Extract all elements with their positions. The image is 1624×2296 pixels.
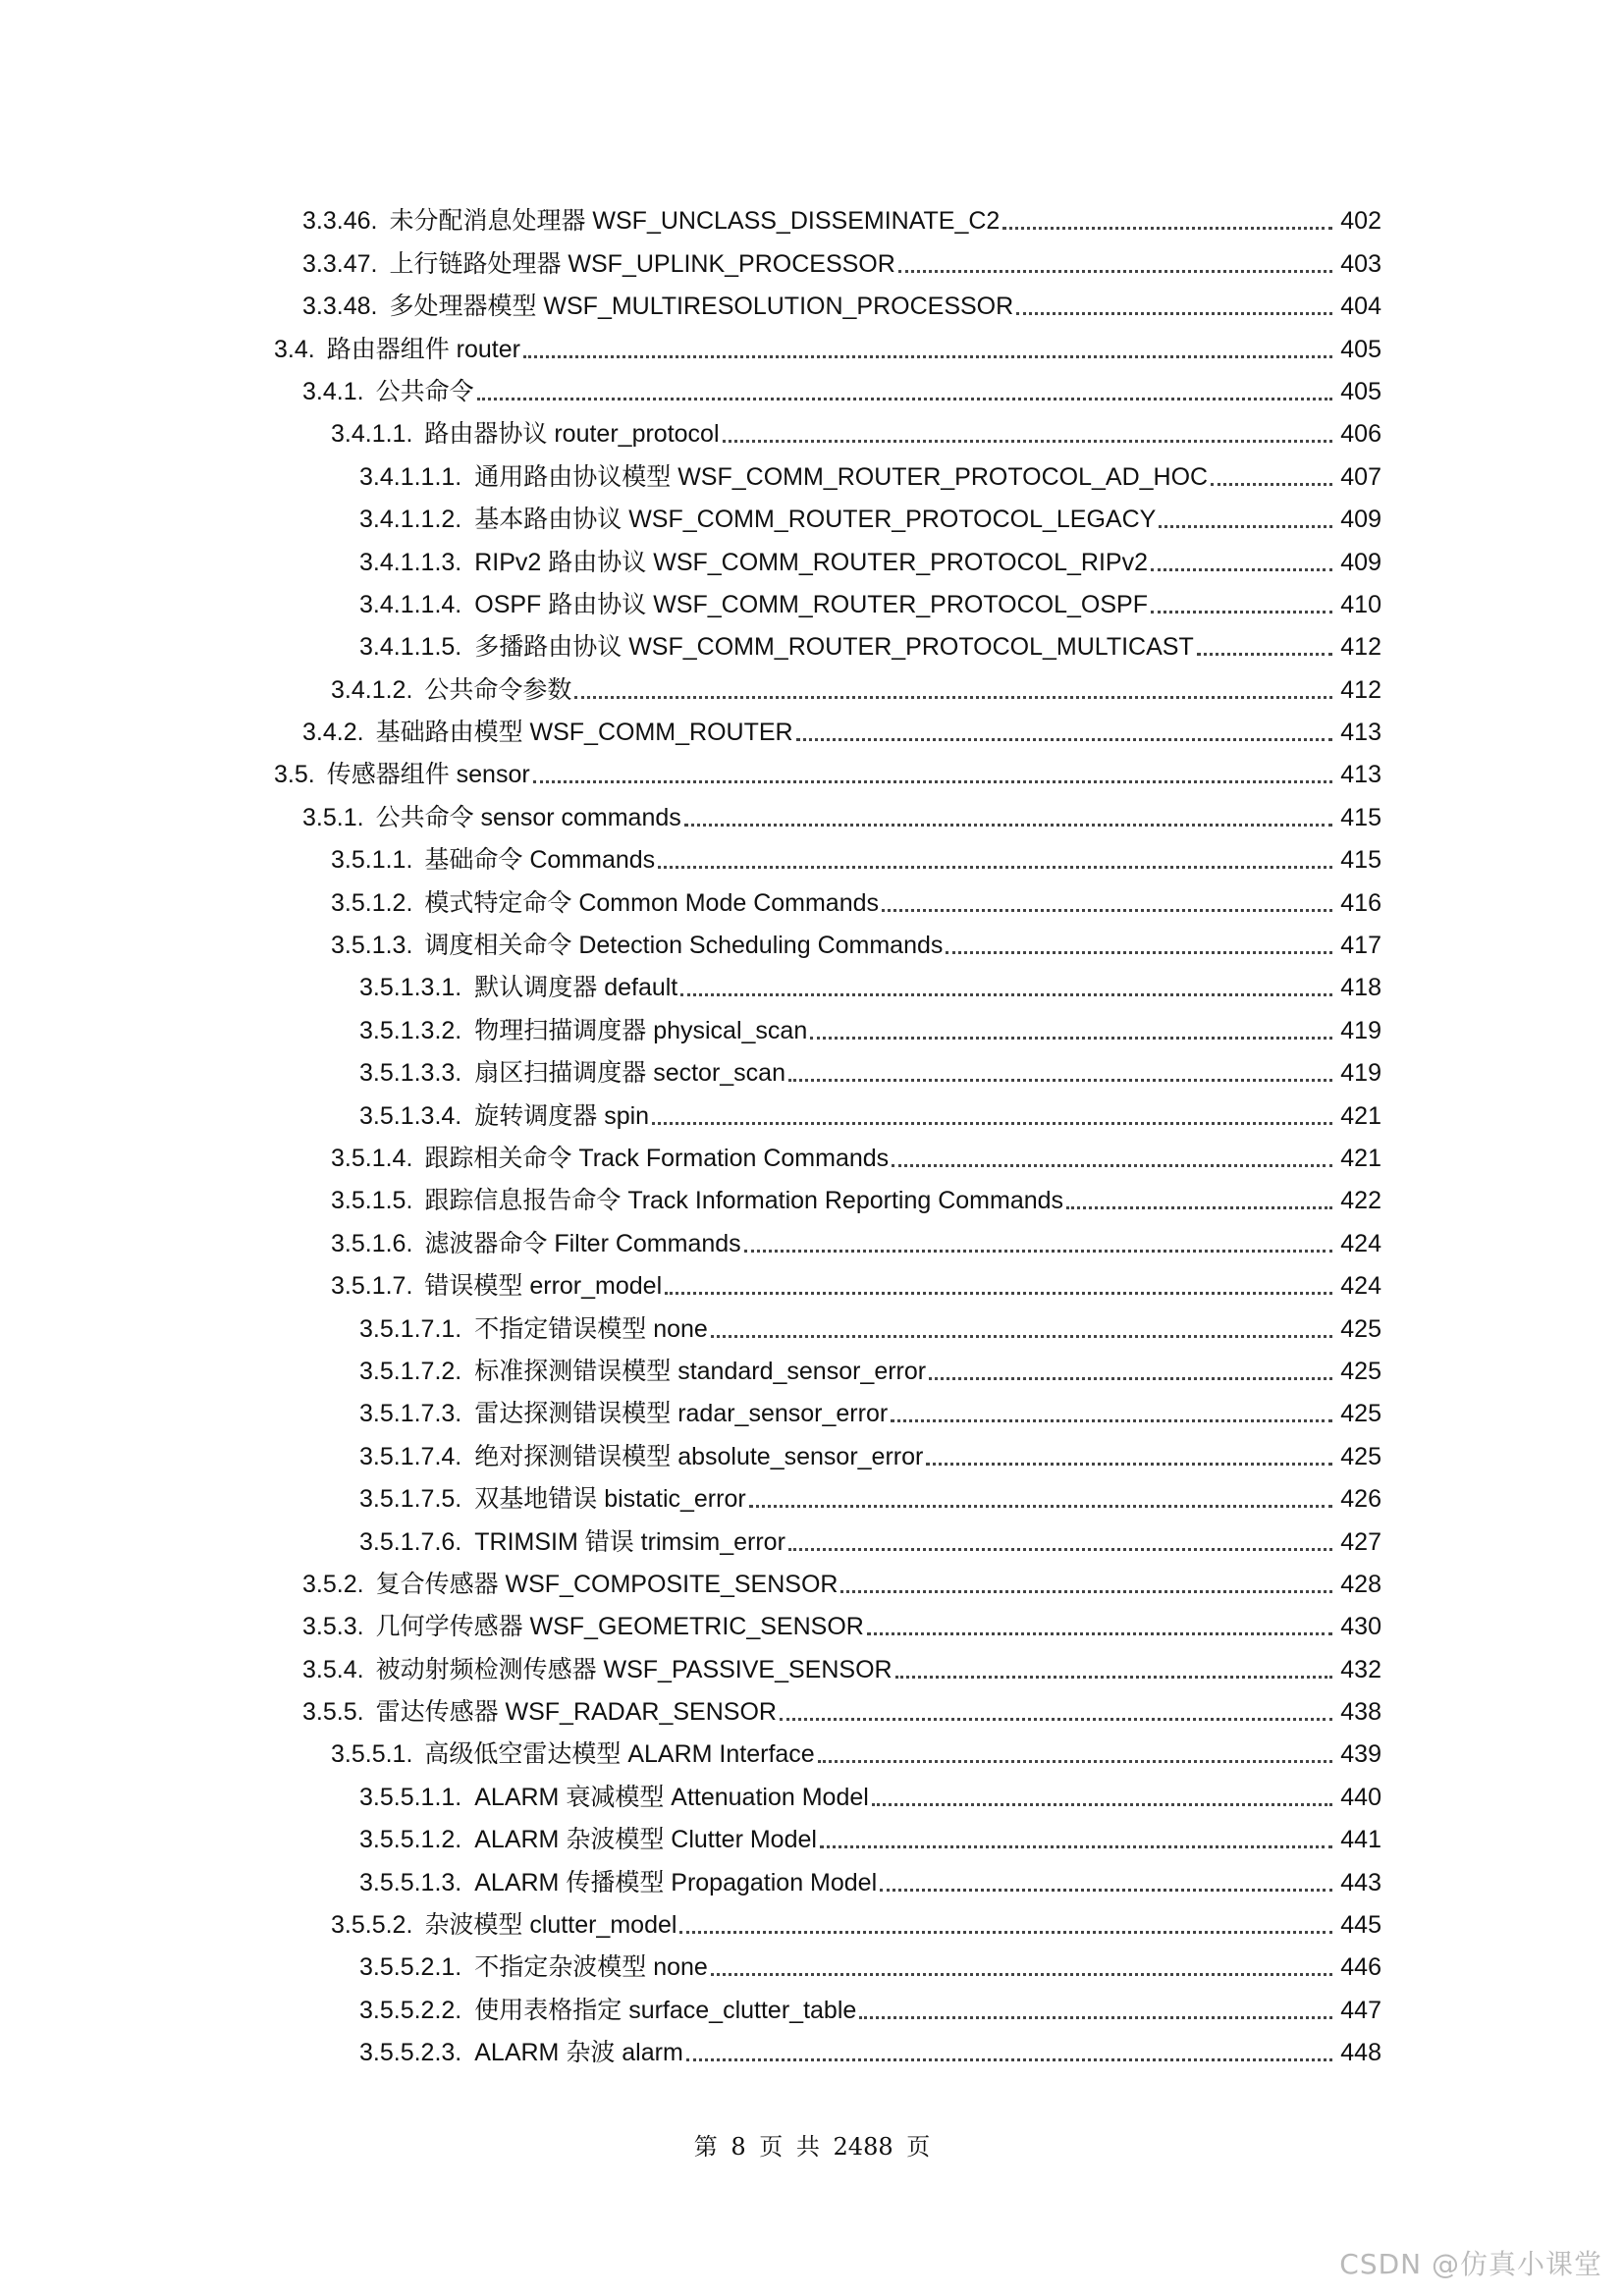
toc-entry-title: 多播路由协议 WSF_COMM_ROUTER_PROTOCOL_MULTICAST (474, 633, 1194, 662)
toc-dot-leader (1016, 312, 1332, 315)
toc-entry-number: 3.4.1.1.2. (359, 506, 462, 534)
toc-dot-leader (652, 1122, 1332, 1125)
toc-entry[interactable] (0, 1520, 1624, 1562)
toc-dot-leader (892, 1164, 1332, 1167)
toc-entry-page-number: 406 (1340, 420, 1381, 449)
toc-entry-page-number: 427 (1340, 1527, 1381, 1556)
toc-entry-number: 3.5.3. (302, 1613, 364, 1641)
toc-entry-title: ALARM 衰减模型 Attenuation Model (474, 1783, 869, 1811)
toc-entry[interactable] (0, 2031, 1624, 2073)
toc-entry[interactable] (0, 1434, 1624, 1476)
toc-entry[interactable] (0, 1477, 1624, 1520)
toc-entry-title: 物理扫描调度器 physical_scan (474, 1016, 808, 1044)
toc-entry[interactable] (0, 285, 1624, 327)
toc-entry-number: 3.5.1.7.6. (359, 1527, 462, 1556)
toc-dot-leader (665, 1292, 1332, 1295)
toc-entry-title: 滤波器命令 Filter Commands (424, 1229, 741, 1257)
toc-entry[interactable] (0, 1818, 1624, 1860)
toc-entry-number: 3.5.1.7.4. (359, 1442, 462, 1470)
toc-entry-title: 公共命令 (375, 377, 474, 405)
toc-dot-leader (867, 1632, 1332, 1635)
toc-entry-number: 3.5.5.2. (331, 1911, 413, 1940)
toc-entry-title: 双基地错误 bistatic_error (474, 1485, 746, 1514)
toc-entry-title: 高级低空雷达模型 ALARM Interface (424, 1740, 815, 1769)
toc-dot-leader (574, 696, 1332, 699)
toc-entry-number: 3.3.46. (302, 207, 378, 236)
toc-entry[interactable] (0, 454, 1624, 497)
toc-entry-title: 跟踪信息报告命令 Track Information Reporting Commands (424, 1187, 1064, 1215)
table-of-contents (0, 199, 1624, 2073)
toc-entry[interactable] (0, 924, 1624, 966)
toc-entry[interactable] (0, 1179, 1624, 1221)
toc-entry-page-number: 422 (1340, 1187, 1381, 1215)
toc-dot-leader (686, 2058, 1332, 2061)
toc-entry-number: 3.4. (274, 335, 315, 363)
toc-entry-title: 未分配消息处理器 WSF_UNCLASS_DISSEMINATE_C2 (389, 207, 1001, 236)
toc-entry-page-number: 419 (1340, 1016, 1381, 1044)
toc-entry-page-number: 407 (1340, 462, 1381, 491)
toc-entry-page-number: 416 (1340, 888, 1381, 917)
toc-entry-page-number: 424 (1340, 1229, 1381, 1257)
toc-entry-number: 3.5.1.4. (331, 1144, 413, 1172)
toc-entry[interactable] (0, 1221, 1624, 1263)
toc-entry-page-number: 412 (1340, 633, 1381, 662)
toc-entry-number: 3.5.2. (302, 1570, 364, 1598)
toc-entry-title: 基本路由协议 WSF_COMM_ROUTER_PROTOCOL_LEGACY (474, 506, 1157, 534)
toc-entry-page-number: 413 (1340, 719, 1381, 747)
toc-entry-number: 3.5.5.2.1. (359, 1953, 462, 1982)
toc-entry-title: 多处理器模型 WSF_MULTIRESOLUTION_PROCESSOR (389, 293, 1014, 321)
toc-entry[interactable] (0, 1690, 1624, 1733)
toc-entry-title: 使用表格指定 surface_clutter_table (474, 1996, 857, 2024)
toc-entry-page-number: 441 (1340, 1826, 1381, 1854)
toc-entry-page-number: 425 (1340, 1314, 1381, 1343)
toc-entry[interactable] (0, 199, 1624, 241)
toc-entry-number: 3.5.5.1.2. (359, 1826, 462, 1854)
toc-entry-title: ALARM 杂波 alarm (474, 2039, 683, 2067)
toc-dot-leader (523, 355, 1332, 358)
toc-entry-page-number: 421 (1340, 1101, 1381, 1130)
toc-entry[interactable] (0, 1051, 1624, 1094)
toc-entry-title: 绝对探测错误模型 absolute_sensor_error (474, 1442, 924, 1470)
toc-entry-page-number: 404 (1340, 293, 1381, 321)
toc-entry-page-number: 439 (1340, 1740, 1381, 1769)
toc-dot-leader (859, 2016, 1332, 2019)
toc-entry-title: 错误模型 error_model (424, 1272, 663, 1301)
toc-entry-page-number: 424 (1340, 1272, 1381, 1301)
toc-dot-leader (898, 270, 1332, 273)
toc-entry-number: 3.5.1.1. (331, 846, 413, 875)
toc-entry-number: 3.5. (274, 761, 315, 789)
toc-dot-leader (680, 993, 1332, 996)
toc-entry[interactable] (0, 498, 1624, 540)
toc-dot-leader (1211, 483, 1332, 486)
toc-entry[interactable] (0, 667, 1624, 710)
toc-dot-leader (749, 1505, 1332, 1508)
toc-entry-title: 默认调度器 default (474, 974, 678, 1002)
toc-dot-leader (679, 1931, 1332, 1934)
toc-entry-number: 3.5.4. (302, 1655, 364, 1683)
toc-entry-number: 3.5.1.3.1. (359, 974, 462, 1002)
toc-entry-title: 雷达传感器 WSF_RADAR_SENSOR (375, 1698, 777, 1727)
toc-entry-page-number: 415 (1340, 803, 1381, 831)
toc-entry-title: 通用路由协议模型 WSF_COMM_ROUTER_PROTOCOL_AD_HOC (474, 462, 1209, 491)
toc-entry[interactable] (0, 1392, 1624, 1434)
toc-entry-number: 3.3.47. (302, 249, 378, 278)
toc-entry-title: 几何学传感器 WSF_GEOMETRIC_SENSOR (375, 1613, 864, 1641)
toc-entry[interactable] (0, 795, 1624, 837)
toc-entry-page-number: 432 (1340, 1655, 1381, 1683)
toc-entry-number: 3.5.1.5. (331, 1187, 413, 1215)
toc-entry-page-number: 426 (1340, 1485, 1381, 1514)
toc-entry-title: 公共命令参数 (424, 675, 572, 704)
toc-entry-title: 扇区扫描调度器 sector_scan (474, 1059, 785, 1088)
toc-entry-title: 基础命令 Commands (424, 846, 656, 875)
toc-entry-number: 3.4.1.1.3. (359, 548, 462, 576)
toc-entry[interactable] (0, 1860, 1624, 1902)
toc-entry-title: ALARM 传播模型 Propagation Model (474, 1868, 878, 1896)
toc-entry-page-number: 446 (1340, 1953, 1381, 1982)
watermark: CSDN @仿真小课堂 (1339, 2248, 1602, 2280)
toc-dot-leader (711, 1973, 1332, 1976)
toc-entry-page-number: 418 (1340, 974, 1381, 1002)
toc-entry[interactable] (0, 1264, 1624, 1307)
toc-entry-title: 路由器协议 router_protocol (424, 420, 720, 449)
toc-entry-number: 3.5.5. (302, 1698, 364, 1727)
toc-entry-title: 被动射频检测传感器 WSF_PASSIVE_SENSOR (375, 1655, 893, 1683)
toc-entry-page-number: 419 (1340, 1059, 1381, 1088)
toc-entry-page-number: 405 (1340, 377, 1381, 405)
toc-entry-page-number: 445 (1340, 1911, 1381, 1940)
toc-entry[interactable] (0, 1988, 1624, 2030)
toc-entry-page-number: 405 (1340, 335, 1381, 363)
toc-entry-page-number: 428 (1340, 1570, 1381, 1598)
toc-entry[interactable] (0, 881, 1624, 923)
toc-entry[interactable] (0, 540, 1624, 582)
toc-entry-number: 3.5.1.3. (331, 932, 413, 960)
toc-dot-leader (533, 780, 1332, 783)
toc-entry-number: 3.4.1.1.1. (359, 462, 462, 491)
toc-entry-title: 公共命令 sensor commands (375, 803, 681, 831)
toc-entry[interactable] (0, 1094, 1624, 1136)
toc-entry-page-number: 413 (1340, 761, 1381, 789)
toc-entry-page-number: 425 (1340, 1357, 1381, 1385)
toc-entry-title: 杂波模型 clutter_model (424, 1911, 677, 1940)
toc-dot-leader (818, 1760, 1332, 1763)
toc-dot-leader (1151, 568, 1332, 571)
toc-entry-page-number: 409 (1340, 548, 1381, 576)
toc-entry-title: 上行链路处理器 WSF_UPLINK_PROCESSOR (389, 249, 895, 278)
toc-dot-leader (744, 1250, 1332, 1253)
toc-entry-page-number: 438 (1340, 1698, 1381, 1727)
toc-dot-leader (796, 738, 1332, 741)
toc-entry-number: 3.5.1.7. (331, 1272, 413, 1301)
toc-entry[interactable] (0, 1903, 1624, 1946)
toc-entry-number: 3.5.1.7.2. (359, 1357, 462, 1385)
toc-dot-leader (880, 1889, 1332, 1892)
toc-entry[interactable] (0, 1946, 1624, 1988)
toc-entry-number: 3.4.1.2. (331, 675, 413, 704)
toc-entry-title: TRIMSIM 错误 trimsim_error (474, 1527, 785, 1556)
toc-entry-title: 传感器组件 sensor (326, 761, 530, 789)
toc-dot-leader (926, 1463, 1332, 1466)
toc-entry-number: 3.5.1.6. (331, 1229, 413, 1257)
toc-entry-page-number: 447 (1340, 1996, 1381, 2024)
toc-dot-leader (820, 1845, 1332, 1848)
toc-entry[interactable] (0, 1733, 1624, 1775)
toc-dot-leader (711, 1335, 1332, 1338)
toc-entry-number: 3.4.2. (302, 719, 364, 747)
toc-entry-page-number: 402 (1340, 207, 1381, 236)
toc-entry-page-number: 430 (1340, 1613, 1381, 1641)
toc-dot-leader (1066, 1206, 1332, 1209)
toc-entry-number: 3.5.1.2. (331, 888, 413, 917)
toc-entry[interactable] (0, 1605, 1624, 1647)
toc-entry-title: OSPF 路由协议 WSF_COMM_ROUTER_PROTOCOL_OSPF (474, 590, 1148, 618)
toc-dot-leader (1197, 653, 1332, 656)
toc-entry-number: 3.5.1.7.1. (359, 1314, 462, 1343)
toc-entry[interactable] (0, 241, 1624, 284)
toc-entry-number: 3.5.1. (302, 803, 364, 831)
toc-entry-title: 跟踪相关命令 Track Formation Commands (424, 1144, 890, 1172)
toc-dot-leader (929, 1377, 1332, 1380)
toc-entry-number: 3.4.1.1. (331, 420, 413, 449)
toc-entry-page-number: 417 (1340, 932, 1381, 960)
toc-entry-number: 3.5.1.3.2. (359, 1016, 462, 1044)
toc-entry[interactable] (0, 1647, 1624, 1689)
toc-entry[interactable] (0, 1307, 1624, 1349)
toc-entry-number: 3.5.1.3.4. (359, 1101, 462, 1130)
toc-entry-page-number: 415 (1340, 846, 1381, 875)
toc-entry-title: 基础路由模型 WSF_COMM_ROUTER (375, 719, 793, 747)
toc-dot-leader (891, 1419, 1332, 1422)
toc-dot-leader (684, 824, 1332, 827)
toc-entry-title: 标准探测错误模型 standard_sensor_error (474, 1357, 927, 1385)
toc-entry-title: ALARM 杂波模型 Clutter Model (474, 1826, 817, 1854)
toc-dot-leader (1159, 525, 1332, 528)
toc-entry-title: 不指定错误模型 none (474, 1314, 708, 1343)
toc-entry-page-number: 421 (1340, 1144, 1381, 1172)
toc-entry-number: 3.4.1.1.5. (359, 633, 462, 662)
toc-entry-title: 雷达探测错误模型 radar_sensor_error (474, 1400, 889, 1428)
toc-entry-number: 3.5.1.7.5. (359, 1485, 462, 1514)
toc-entry[interactable] (0, 966, 1624, 1008)
toc-entry-title: 复合传感器 WSF_COMPOSITE_SENSOR (375, 1570, 839, 1598)
toc-entry-title: 调度相关命令 Detection Scheduling Commands (424, 932, 944, 960)
toc-entry-page-number: 443 (1340, 1868, 1381, 1896)
toc-entry-number: 3.5.5.2.2. (359, 1996, 462, 2024)
toc-entry-title: 路由器组件 router (326, 335, 520, 363)
toc-entry-number: 3.5.5.2.3. (359, 2039, 462, 2067)
toc-entry-page-number: 410 (1340, 590, 1381, 618)
toc-entry[interactable] (0, 753, 1624, 795)
toc-entry-number: 3.4.1.1.4. (359, 590, 462, 618)
toc-entry-page-number: 425 (1340, 1442, 1381, 1470)
toc-dot-leader (658, 866, 1332, 869)
toc-entry[interactable] (0, 1350, 1624, 1392)
toc-entry-title: 不指定杂波模型 none (474, 1953, 708, 1982)
toc-dot-leader (780, 1718, 1332, 1721)
toc-entry-number: 3.5.5.1.3. (359, 1868, 462, 1896)
toc-entry[interactable] (0, 625, 1624, 667)
toc-entry-title: 旋转调度器 spin (474, 1101, 650, 1130)
toc-dot-leader (788, 1079, 1332, 1082)
toc-entry-number: 3.5.1.7.3. (359, 1400, 462, 1428)
toc-entry-page-number: 409 (1340, 506, 1381, 534)
toc-dot-leader (872, 1803, 1332, 1806)
toc-entry-page-number: 425 (1340, 1400, 1381, 1428)
toc-dot-leader (882, 909, 1332, 912)
page-footer: 第 8 页 共 2488 页 (693, 2133, 931, 2161)
toc-entry-page-number: 403 (1340, 249, 1381, 278)
toc-dot-leader (1002, 227, 1332, 230)
toc-entry-number: 3.5.1.3.3. (359, 1059, 462, 1088)
toc-entry[interactable] (0, 583, 1624, 625)
toc-entry-title: 模式特定命令 Common Mode Commands (424, 888, 880, 917)
toc-entry[interactable] (0, 412, 1624, 454)
toc-dot-leader (788, 1548, 1332, 1551)
toc-dot-leader (810, 1037, 1332, 1040)
toc-dot-leader (477, 398, 1332, 400)
toc-entry[interactable] (0, 1137, 1624, 1179)
toc-entry-number: 3.4.1. (302, 377, 364, 405)
toc-entry-number: 3.3.48. (302, 293, 378, 321)
toc-entry[interactable] (0, 1775, 1624, 1817)
toc-dot-leader (1151, 611, 1332, 614)
toc-entry-page-number: 412 (1340, 675, 1381, 704)
toc-entry[interactable] (0, 1008, 1624, 1050)
toc-entry[interactable] (0, 1563, 1624, 1605)
toc-entry-page-number: 448 (1340, 2039, 1381, 2067)
toc-dot-leader (723, 440, 1332, 443)
toc-entry[interactable] (0, 370, 1624, 412)
toc-dot-leader (895, 1676, 1332, 1679)
toc-entry[interactable] (0, 327, 1624, 369)
toc-dot-leader (946, 951, 1332, 954)
toc-entry-number: 3.5.5.1. (331, 1740, 413, 1769)
toc-entry-title: RIPv2 路由协议 WSF_COMM_ROUTER_PROTOCOL_RIPv2 (474, 548, 1149, 576)
toc-entry-number: 3.5.5.1.1. (359, 1783, 462, 1811)
toc-entry[interactable] (0, 711, 1624, 753)
toc-entry[interactable] (0, 838, 1624, 881)
toc-entry-page-number: 440 (1340, 1783, 1381, 1811)
toc-dot-leader (840, 1590, 1332, 1593)
